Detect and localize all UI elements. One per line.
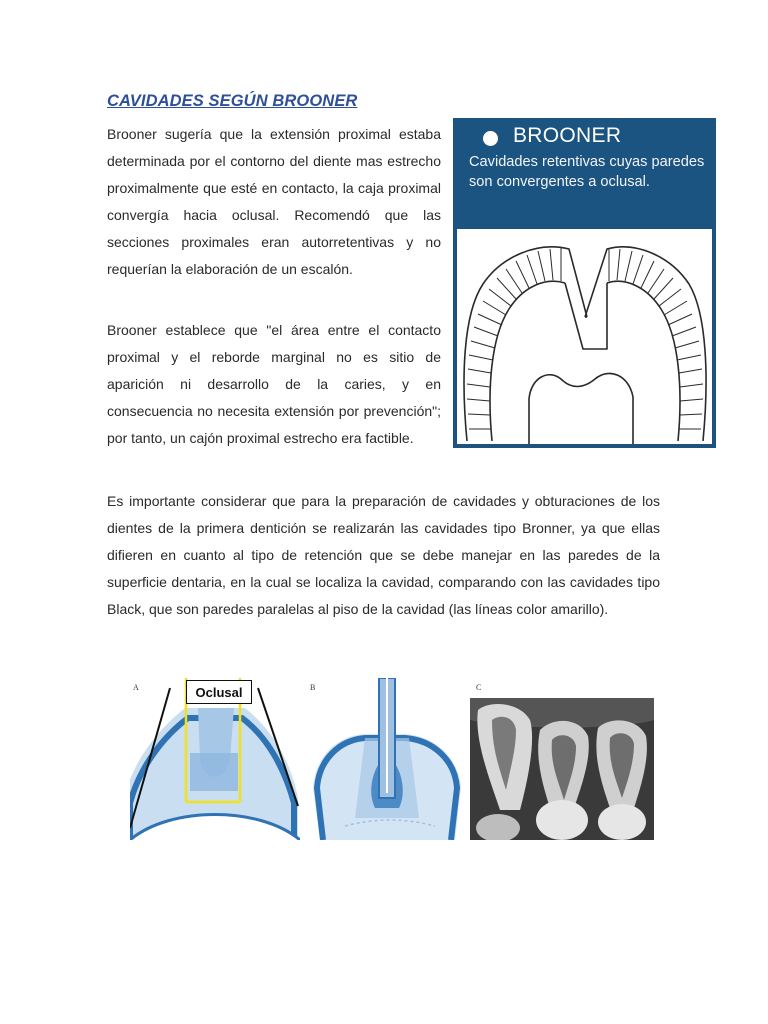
dental-xray-image-c	[470, 680, 654, 840]
brooner-figure-header	[453, 118, 716, 228]
tooth-cavity-drawing	[457, 229, 712, 444]
paragraph-brooner-extension: Brooner sugería que la extensión proximal estaba determinada por el contorno del diente mas estrecho proximalmente que esté en contacto, la caja proximal convergía hacia oclusal. Recomendó que las secciones proximales eran autorretentivas y no requerían la elaboración de un escalón.	[107, 126, 441, 277]
figure-label-b: B	[310, 683, 316, 692]
brooner-figure	[453, 118, 716, 448]
figure-label-c: C	[476, 683, 482, 692]
bullet-icon	[483, 131, 498, 146]
tooth-preparation-image-b	[305, 678, 465, 840]
brooner-figure-description: Cavidades retentivas cuyas paredes son convergentes a oclusal.	[469, 154, 705, 190]
paragraph-primary-dentition: Es importante considerar que para la preparación de cavidades y obturaciones de los dientes de la primera dentición se realizarán las cavidades tipo Bronner, ya que ellas difieren en cuanto al tipo de retención que se debe manejar en las paredes de la superficie dentaria, en la cual se localiza la cavidad, comparando con las cavidades tipo Black, que son paredes paralelas al piso de la cavidad (las líneas color amarillo).	[107, 493, 660, 617]
paragraph-brooner-contact-area: Brooner establece que "el área entre el contacto proximal y el reborde marginal no es sitio de aparición ni desarrollo de la caries, y en consecuencia no necesita extensión por prevención"; por tanto, un cajón proximal estrecho era factible.	[107, 322, 441, 446]
brooner-figure-title: BROONER	[513, 124, 622, 147]
page-title: CAVIDADES SEGÚN BROONER	[107, 92, 358, 110]
figure-label-a: A	[133, 683, 139, 692]
oclusal-label: Oclusal	[186, 680, 252, 704]
brooner-cavity-diagram	[457, 229, 712, 444]
